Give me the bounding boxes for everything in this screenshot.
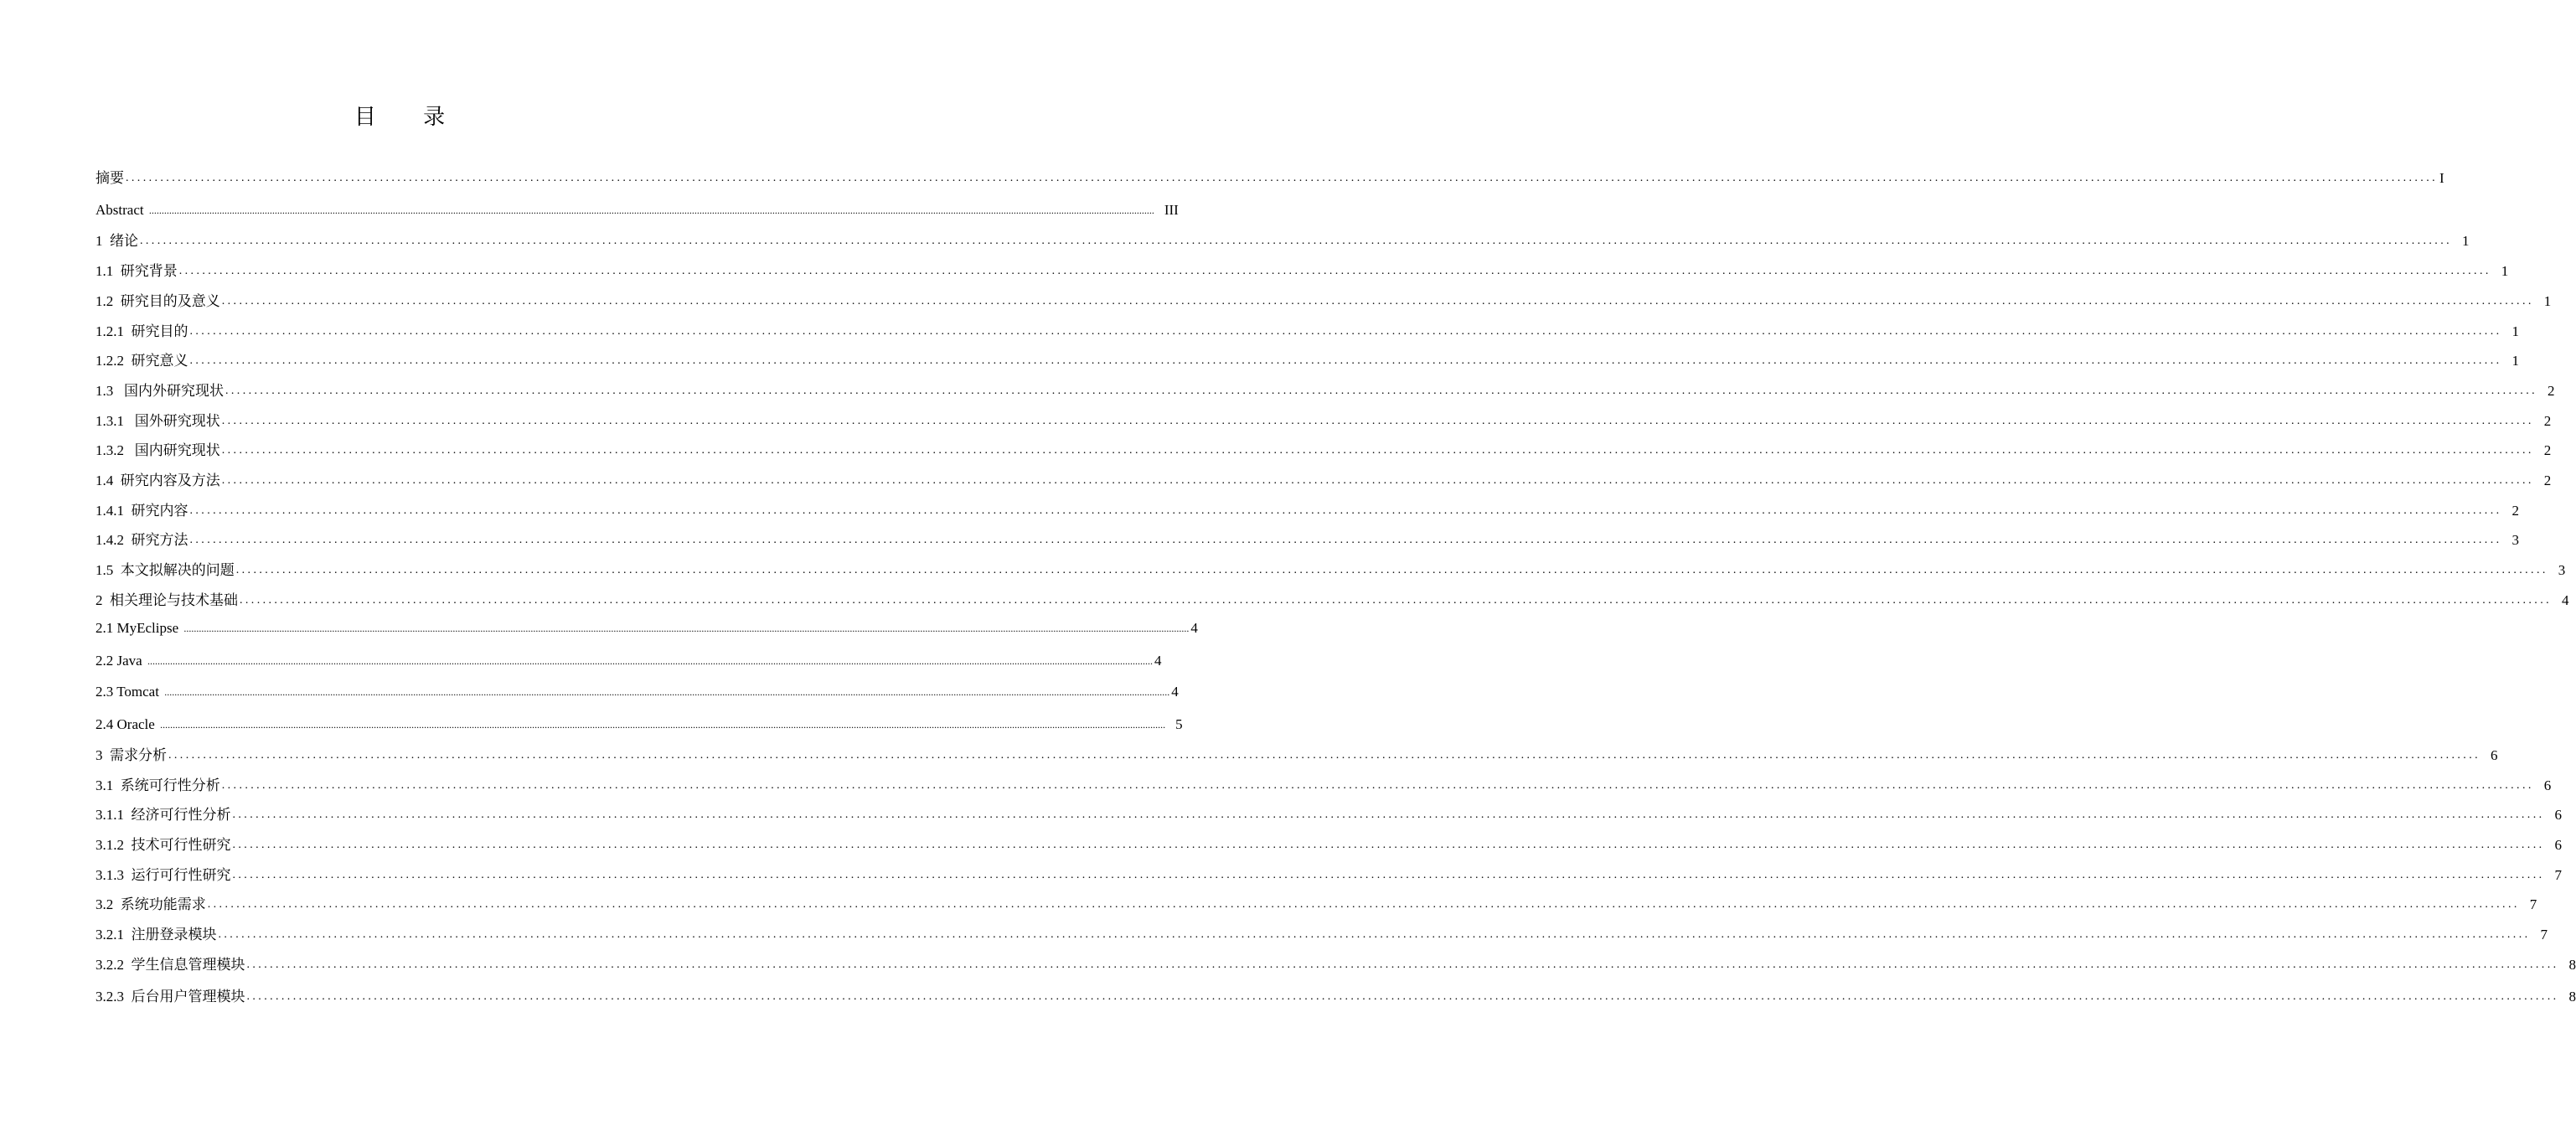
toc-entry[interactable] — [96, 710, 1183, 734]
toc-entry[interactable] — [96, 227, 2470, 251]
toc-entry-label: 3.2.3 后台用户管理模块 — [96, 989, 245, 1005]
toc-entry-label: 摘要 — [96, 170, 124, 186]
toc-entry-label: 1.3 国内外研究现状 — [96, 383, 224, 399]
toc-entry[interactable] — [96, 678, 1179, 701]
toc-entry[interactable] — [96, 614, 1198, 638]
toc-entry[interactable] — [96, 436, 2552, 460]
toc-page-number: 6 — [2554, 807, 2562, 823]
toc-entry[interactable] — [96, 407, 2552, 431]
toc-dot-leader: ................................................................................................................................................................................................................................................................................................................................................................................................................ — [221, 779, 2534, 792]
toc-dot-leader: ................................................................................................................................................................................................................................................................................................................................................................................................................ — [221, 444, 2534, 457]
toc-entry-label: 3.1.3 运行可行性研究 — [96, 867, 231, 883]
toc-entry[interactable] — [96, 831, 2562, 855]
toc-entry-label: 3.2 系统功能需求 — [96, 896, 206, 912]
toc-page-number: 1 — [2511, 323, 2519, 339]
toc-entry[interactable] — [96, 318, 2519, 341]
toc-dot-leader: ................................................................................................................................................................................................................................................................................................................................................................................................................ — [189, 354, 2502, 367]
toc-dot-leader: ................................................................................................................................................................................................................................................................................................................................................................................................................ — [140, 235, 2452, 247]
toc-page-number: 4 — [1190, 620, 1198, 636]
toc-entry[interactable] — [96, 891, 2537, 914]
toc-dot-leader: ................................................................................................................................................................................................................................................................................................................................................................................................................ — [207, 898, 2520, 911]
toc-dot-leader: ................................................................................................................................................................................................................................................................................................................................................................................................................ — [240, 594, 2552, 607]
toc-page-number: 4 — [1171, 684, 1179, 700]
toc-entry-label: 2.2 Java — [96, 653, 146, 669]
toc-entry-label: Abstract — [96, 202, 147, 218]
toc-entry-label: 3.2.2 学生信息管理模块 — [96, 957, 245, 973]
toc-entry[interactable] — [96, 347, 2519, 370]
toc-entry[interactable] — [96, 861, 2562, 885]
toc-page-number: 7 — [2554, 867, 2562, 883]
toc-page-number: 6 — [2491, 747, 2498, 763]
toc-entry[interactable] — [96, 741, 2498, 765]
toc-entry-label: 1.4.1 研究内容 — [96, 503, 188, 519]
toc-entry[interactable] — [96, 526, 2519, 550]
toc-entry[interactable] — [96, 287, 2552, 311]
toc-entry[interactable] — [96, 257, 2509, 281]
toc-entry-label: 1.5 本文拟解决的问题 — [96, 562, 235, 578]
toc-dot-leader: ................................................................................................................................................................................................................................................................................................................................................................................................................ — [221, 415, 2534, 427]
toc-entry[interactable] — [96, 467, 2552, 490]
toc-dot-leader: ................................................................................................................................................................................................................................................................................................................................................................................................................ — [221, 295, 2534, 307]
toc-page-number: 7 — [2529, 896, 2537, 912]
toc-dot-leader: ................................................................................................................................................................................................................................................................................................................................................................................................................ — [164, 686, 1170, 698]
toc-dot-leader: ................................................................................................................................................................................................................................................................................................................................................................................................................ — [225, 385, 2537, 397]
toc-dot-leader: ................................................................................................................................................................................................................................................................................................................................................................................................................ — [126, 172, 2438, 184]
toc-dot-leader: ................................................................................................................................................................................................................................................................................................................................................................................................................ — [178, 265, 2491, 277]
toc-page-number: 8 — [2568, 989, 2576, 1005]
toc-page-number: 6 — [2554, 837, 2562, 853]
toc-dot-leader: ................................................................................................................................................................................................................................................................................................................................................................................................................ — [221, 474, 2534, 487]
toc-page-number: 3 — [2558, 562, 2566, 578]
toc-dot-leader: ................................................................................................................................................................................................................................................................................................................................................................................................................ — [189, 504, 2502, 517]
toc-dot-leader: ................................................................................................................................................................................................................................................................................................................................................................................................................ — [235, 564, 2548, 576]
toc-page-number: 2 — [2543, 442, 2552, 458]
toc-entry[interactable] — [96, 586, 2569, 610]
toc-entry-label: 1.2.2 研究意义 — [96, 353, 188, 369]
toc-entry[interactable] — [96, 801, 2562, 824]
toc-page-number: 8 — [2568, 957, 2576, 973]
toc-dot-leader: ................................................................................................................................................................................................................................................................................................................................................................................................................ — [232, 869, 2545, 881]
toc-page-number: 1 — [2501, 263, 2509, 279]
toc-dot-leader: ................................................................................................................................................................................................................................................................................................................................................................................................................ — [147, 655, 1153, 667]
toc-page-number: 2 — [2543, 473, 2552, 488]
toc-entry-label: 3.1 系统可行性分析 — [96, 777, 220, 793]
toc-page-number: 1 — [2543, 293, 2552, 309]
toc-entry-label: 1.4 研究内容及方法 — [96, 473, 220, 488]
toc-dot-leader: ................................................................................................................................................................................................................................................................................................................................................................................................................ — [148, 204, 1154, 216]
toc-dot-leader: ................................................................................................................................................................................................................................................................................................................................................................................................................ — [189, 534, 2502, 546]
toc-page-number: 1 — [2511, 353, 2519, 369]
toc-entry[interactable] — [96, 497, 2519, 520]
toc-entry[interactable] — [96, 772, 2552, 795]
toc-entry-label: 3.1.1 经济可行性分析 — [96, 807, 231, 823]
toc-page-number: 6 — [2543, 777, 2552, 793]
toc-entry-label: 1.1 研究背景 — [96, 263, 178, 279]
toc-page-number: 4 — [1154, 653, 1162, 669]
toc-entry[interactable] — [96, 951, 2576, 974]
toc-dot-leader: ................................................................................................................................................................................................................................................................................................................................................................................................................ — [246, 990, 2559, 1003]
toc-dot-leader: ................................................................................................................................................................................................................................................................................................................................................................................................................ — [218, 928, 2531, 941]
toc-entry-label: 1.2.1 研究目的 — [96, 323, 188, 339]
toc-entry-label: 2.4 Oracle — [96, 716, 159, 732]
toc-entry-label: 2.1 MyEclipse — [96, 620, 183, 636]
toc-dot-leader: ................................................................................................................................................................................................................................................................................................................................................................................................................ — [232, 839, 2545, 851]
toc-page-number: 7 — [2540, 927, 2548, 943]
toc-page-number: 2 — [2548, 383, 2555, 399]
toc-page-number: 4 — [2562, 592, 2569, 608]
toc-dot-leader: ................................................................................................................................................................................................................................................................................................................................................................................................................ — [189, 325, 2502, 338]
toc-page-number: 2 — [2543, 413, 2552, 429]
toc-entry-label: 3 需求分析 — [96, 747, 167, 763]
toc-page-number: III — [1164, 202, 1179, 218]
toc-entry[interactable] — [96, 983, 2576, 1006]
toc-entry-label: 1.3.1 国外研究现状 — [96, 413, 220, 429]
toc-dot-leader: ................................................................................................................................................................................................................................................................................................................................................................................................................ — [232, 808, 2545, 821]
toc-entry-label: 3.1.2 技术可行性研究 — [96, 837, 231, 853]
toc-page-number: 5 — [1175, 716, 1183, 732]
toc-entry[interactable] — [96, 377, 2555, 400]
toc-entry-label: 1 绪论 — [96, 233, 138, 249]
toc-dot-leader: ................................................................................................................................................................................................................................................................................................................................................................................................................ — [168, 749, 2480, 762]
page-title: 目 录 — [354, 105, 466, 130]
toc-entry[interactable] — [96, 647, 1162, 670]
toc-page-number: 1 — [2462, 233, 2470, 249]
toc-page-number: I — [2439, 170, 2444, 186]
toc-entry-label: 1.3.2 国内研究现状 — [96, 442, 220, 458]
toc-dot-leader: ................................................................................................................................................................................................................................................................................................................................................................................................................ — [246, 958, 2559, 971]
toc-entry[interactable] — [96, 164, 2444, 188]
toc-page-number: 3 — [2511, 532, 2519, 548]
toc-dot-leader: ................................................................................................................................................................................................................................................................................................................................................................................................................ — [183, 622, 1190, 634]
toc-entry-label: 3.2.1 注册登录模块 — [96, 927, 217, 943]
toc-entry-label: 1.2 研究目的及意义 — [96, 293, 220, 309]
toc-entry-label: 2.3 Tomcat — [96, 684, 163, 700]
toc-entry-label: 2 相关理论与技术基础 — [96, 592, 238, 608]
toc-page-number: 2 — [2511, 503, 2519, 519]
toc-entry-label: 1.4.2 研究方法 — [96, 532, 188, 548]
toc-entry[interactable] — [96, 921, 2548, 944]
toc-entry[interactable] — [96, 556, 2566, 580]
toc-entry[interactable] — [96, 196, 1179, 220]
toc-dot-leader: ................................................................................................................................................................................................................................................................................................................................................................................................................ — [160, 719, 1166, 731]
